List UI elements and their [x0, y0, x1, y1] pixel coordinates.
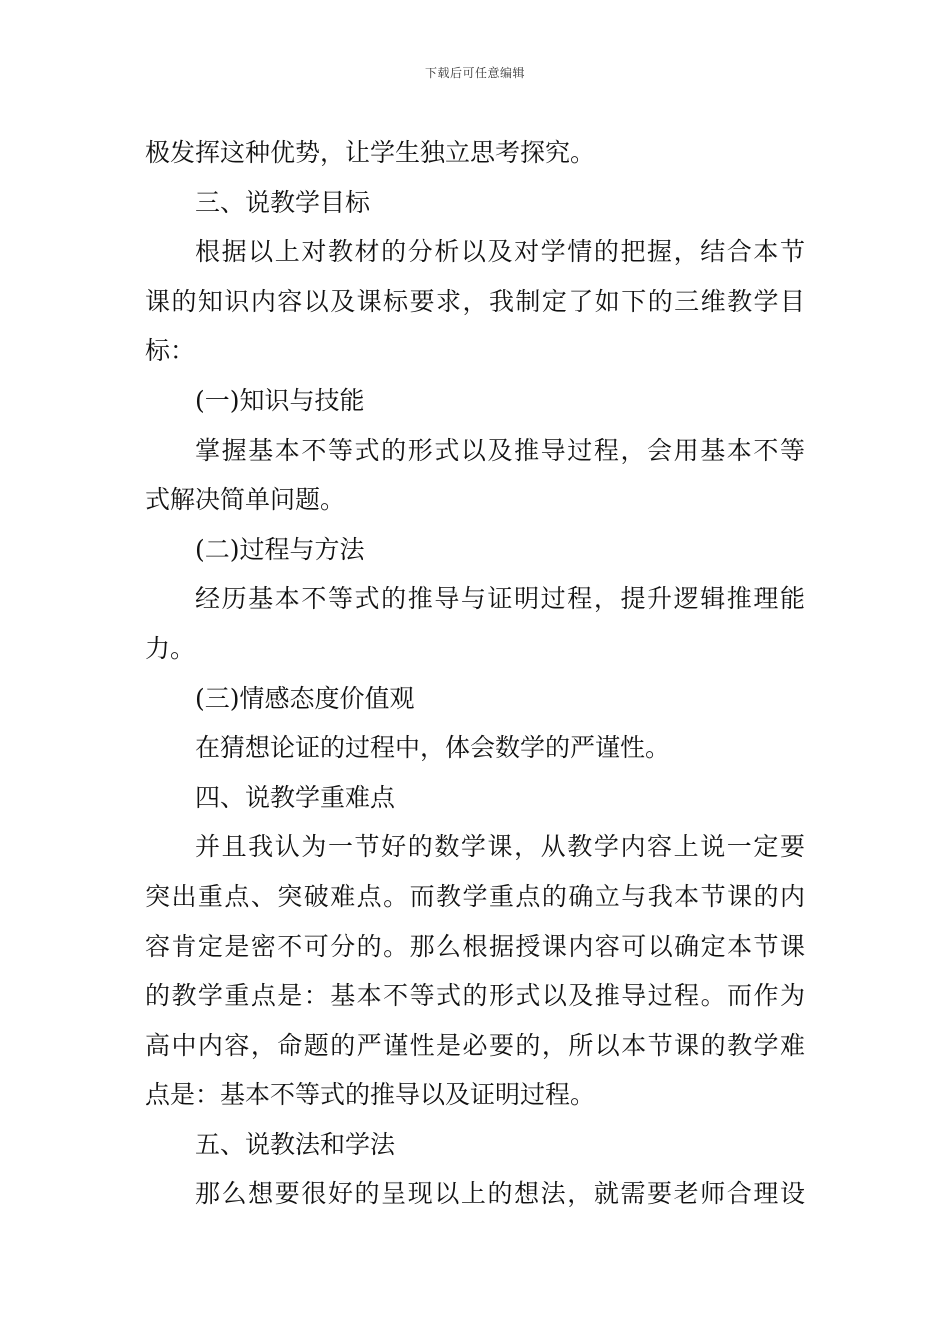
text-line: 五、说教法和学法 [195, 1129, 396, 1159]
text-line: 掌握基本不等式的形式以及推导过程，会用基本不等 [195, 435, 805, 465]
text-line: 那么想要很好的呈现以上的想法，就需要老师合理设 [195, 1179, 805, 1209]
document-body [145, 128, 805, 1219]
text-line: 经历基本不等式的推导与证明过程，提升逻辑推理能 [195, 584, 805, 614]
text-line: 高中内容，命题的严谨性是必要的，所以本节课的教学难 [145, 1030, 805, 1060]
text-line: (二)过程与方法 [195, 534, 365, 564]
text-line: 三、说教学目标 [195, 187, 371, 217]
text-line: 极发挥这种优势，让学生独立思考探究。 [145, 138, 596, 167]
text-line: 突出重点、突破难点。而教学重点的确立与我本节课的内 [145, 881, 805, 911]
text-line: 的教学重点是：基本不等式的形式以及推导过程。而作为 [145, 981, 805, 1011]
text-line: (一)知识与技能 [195, 385, 365, 415]
text-line: 式解决简单问题。 [145, 485, 346, 515]
text-line: 课的知识内容以及课标要求，我制定了如下的三维教学目 [145, 286, 805, 316]
text-line: 在猜想论证的过程中，体会数学的严谨性。 [195, 733, 671, 763]
page-header: 下载后可任意编辑 [424, 66, 525, 80]
text-line: (三)情感态度价值观 [195, 683, 415, 713]
text-line: 容肯定是密不可分的。那么根据授课内容可以确定本节课 [145, 931, 805, 961]
text-line: 标： [145, 336, 196, 366]
text-line: 力。 [145, 633, 196, 663]
text-line: 并且我认为一节好的数学课，从教学内容上说一定要 [195, 832, 805, 862]
text-line: 四、说教学重难点 [195, 782, 396, 812]
text-line: 根据以上对教材的分析以及对学情的把握，结合本节 [195, 237, 805, 267]
text-line: 点是：基本不等式的推导以及证明过程。 [145, 1080, 596, 1110]
